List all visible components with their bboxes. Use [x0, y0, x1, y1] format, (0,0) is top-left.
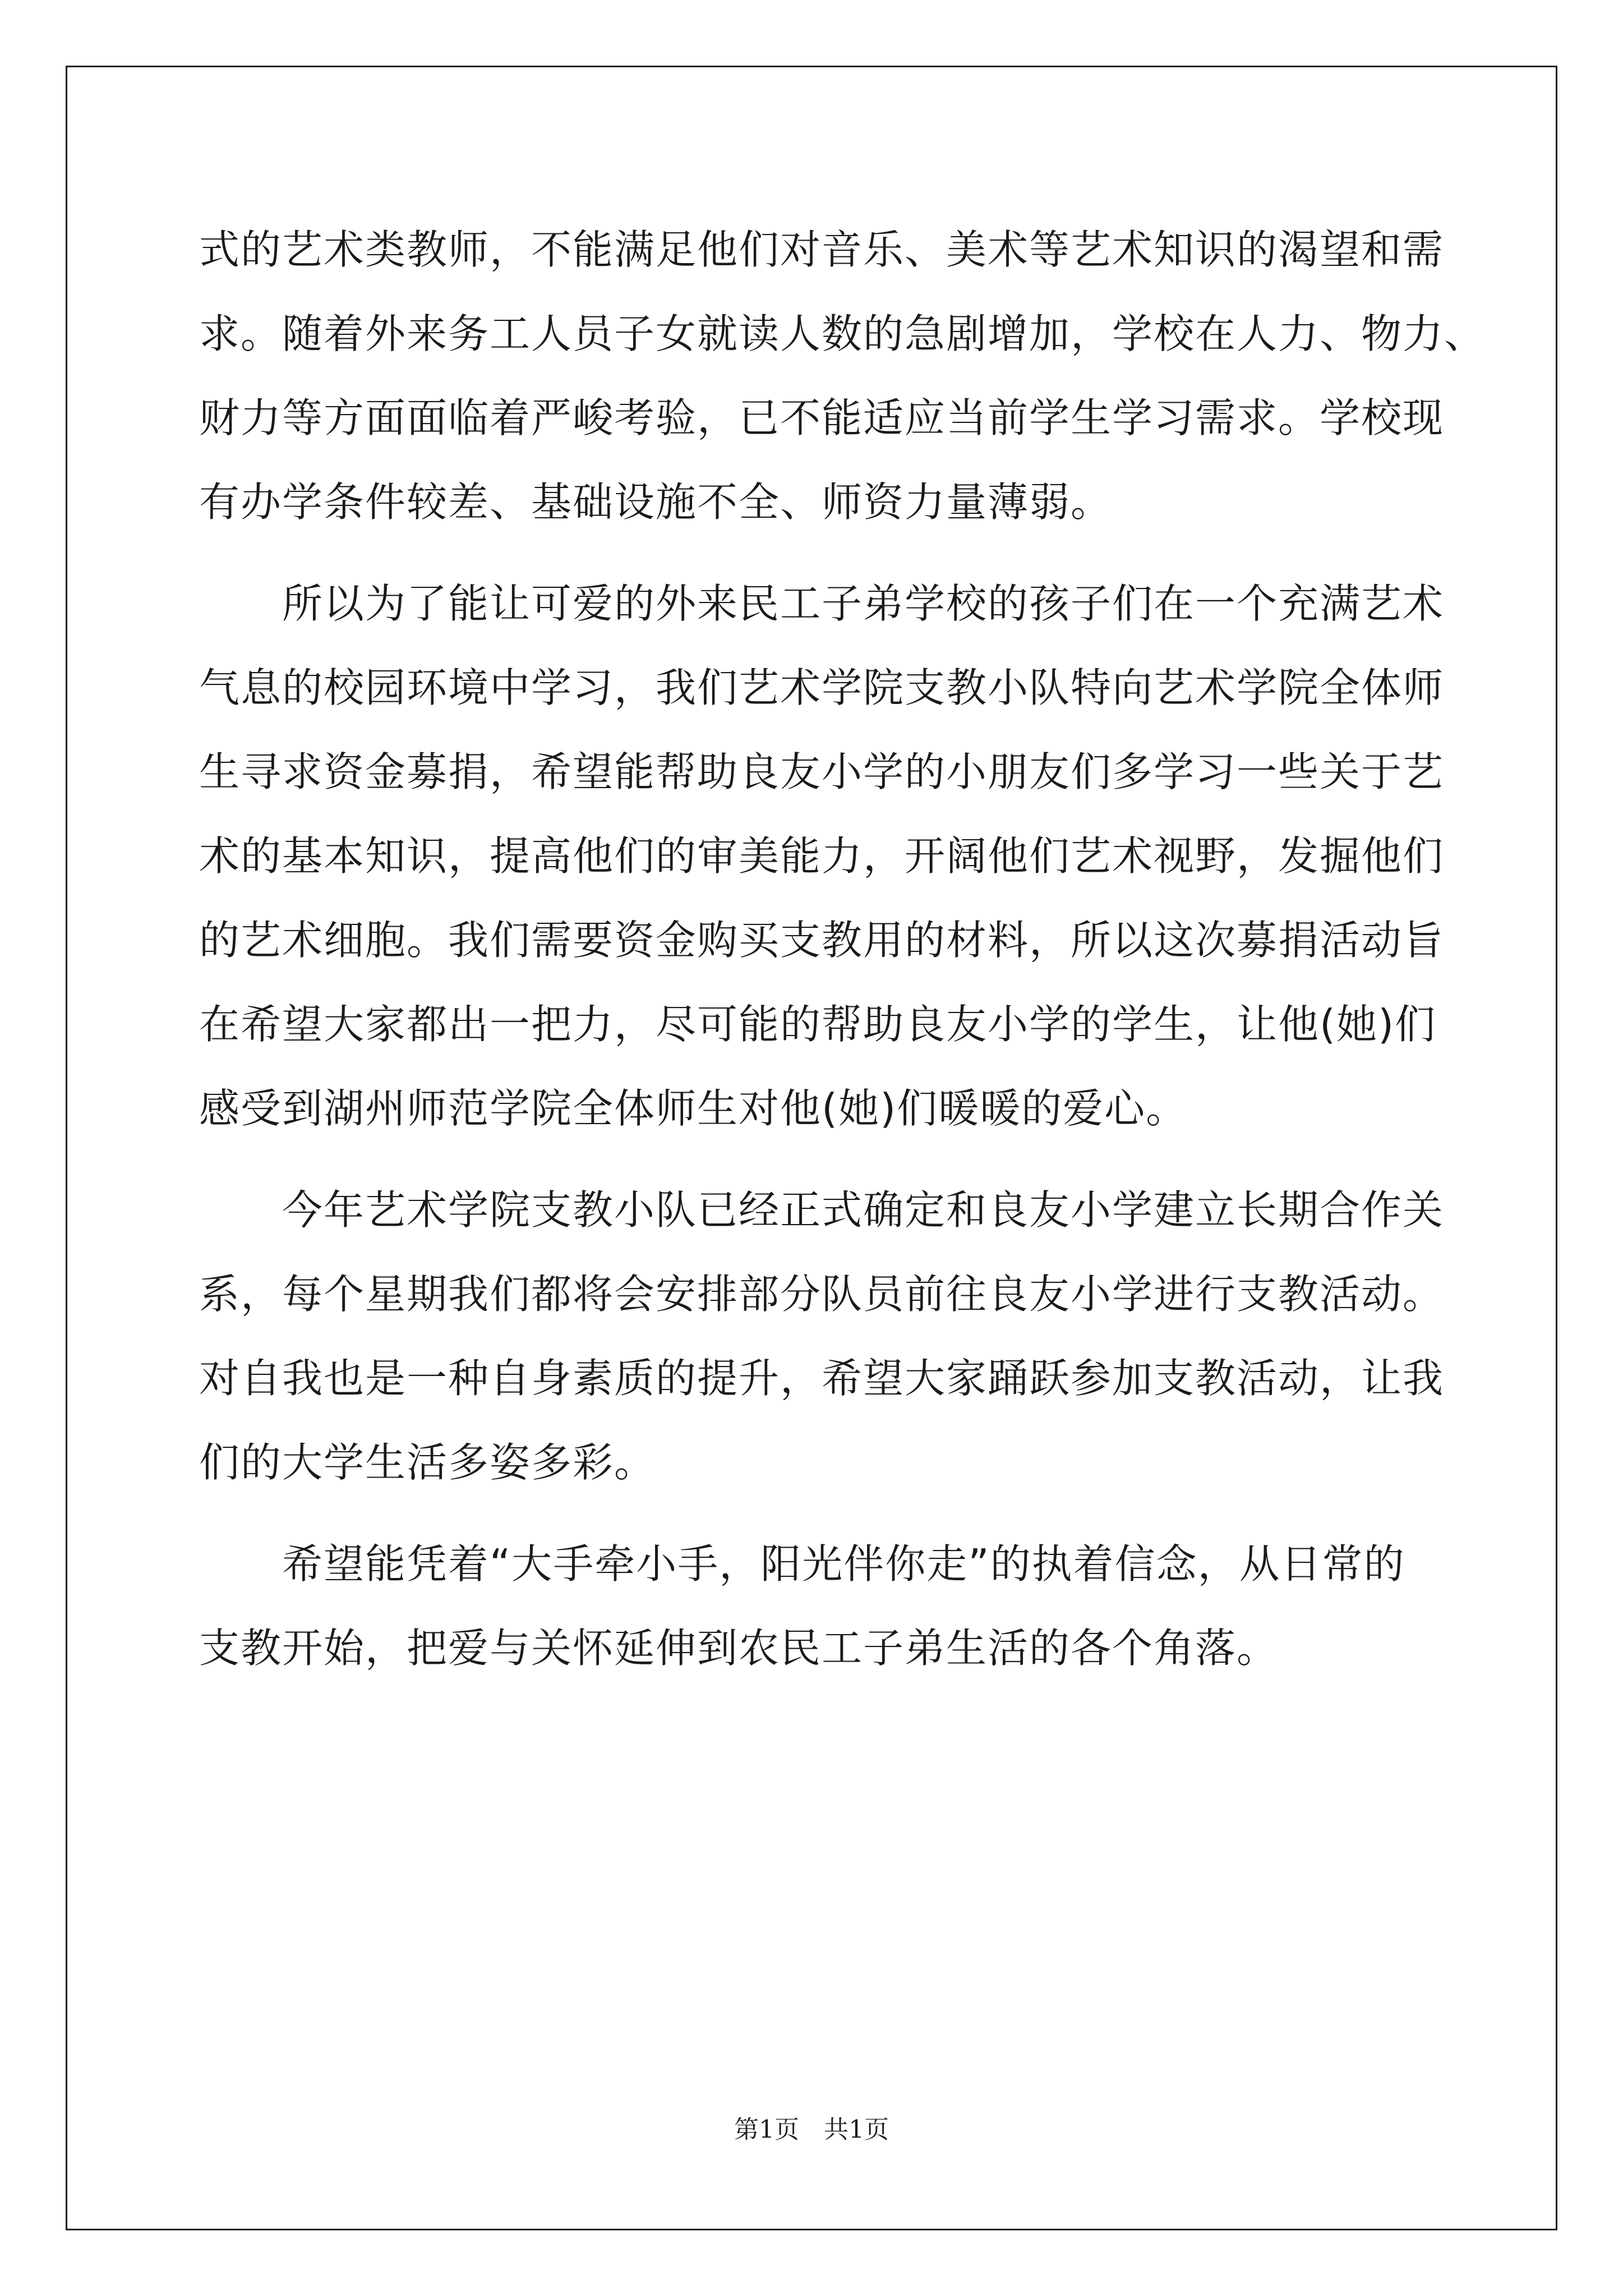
text-line: 在希望大家都出一把力，尽可能的帮助良友小学的学生，让他(她)们 [199, 1001, 1437, 1048]
text-line: 支教开始，把爱与关怀延伸到农民工子弟生活的各个角落。 [199, 1625, 1279, 1672]
text-line: 今年艺术学院支教小队已经正式确定和良友小学建立长期合作关 [199, 1186, 1445, 1234]
text-line: 感受到湖州师范学院全体师生对他(她)们暖暖的爱心。 [199, 1085, 1188, 1132]
text-line: 希望能凭着“大手牵小手，阳光伴你走”的执着信念，从日常的 [199, 1540, 1405, 1588]
paragraph-1 [199, 208, 1486, 544]
document-body [199, 208, 1486, 1708]
page-footer [0, 2109, 1623, 2145]
total-pages: 共1页 [824, 2115, 889, 2144]
text-line: 所以为了能让可爱的外来民工子弟学校的孩子们在一个充满艺术 [199, 580, 1445, 627]
text-line: 们的大学生活多姿多彩。 [199, 1439, 656, 1486]
text-line: 的艺术细胞。我们需要资金购买支教用的材料，所以这次募捐活动旨 [199, 917, 1445, 964]
text-line: 式的艺术类教师，不能满足他们对音乐、美术等艺术知识的渴望和需 [199, 226, 1445, 273]
text-line: 对自我也是一种自身素质的提升，希望大家踊跃参加支教活动，让我 [199, 1355, 1445, 1402]
text-line: 生寻求资金募捐，希望能帮助良友小学的小朋友们多学习一些关于艺 [199, 748, 1445, 795]
text-line: 求。随着外来务工人员子女就读人数的急剧增加，学校在人力、物力、 [199, 310, 1486, 357]
text-line: 财力等方面面临着严峻考验，已不能适应当前学生学习需求。学校现 [199, 394, 1445, 441]
text-line: 气息的校园环境中学习，我们艺术学院支教小队特向艺术学院全体师 [199, 664, 1445, 711]
text-line: 有办学条件较差、基础设施不全、师资力量薄弱。 [199, 478, 1113, 526]
paragraph-4 [199, 1522, 1467, 1690]
paragraph-3 [199, 1168, 1467, 1504]
text-line: 术的基本知识，提高他们的审美能力，开阔他们艺术视野，发掘他们 [199, 832, 1445, 880]
text-line: 系，每个星期我们都将会安排部分队员前往良友小学进行支教活动。 [199, 1271, 1445, 1318]
page-number: 第1页 [734, 2115, 799, 2144]
paragraph-2 [199, 562, 1467, 1151]
